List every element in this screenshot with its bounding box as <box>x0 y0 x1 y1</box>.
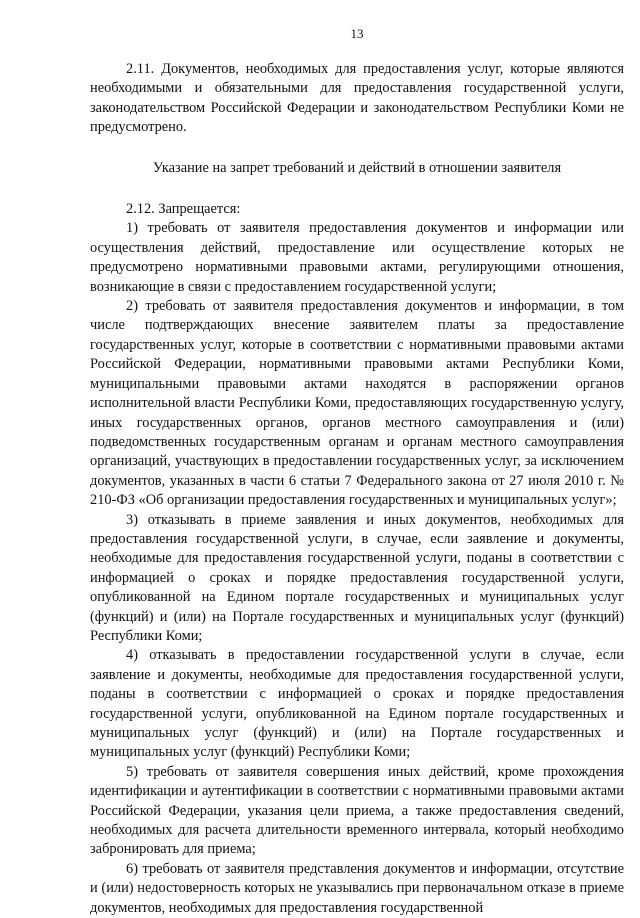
list-item-6: 6) требовать от заявителя представления документов и информации, отсутствие и (или) недостоверность которых не указывались при первоначальном отказе в приеме документов, необходимых для предоставления государственной <box>90 860 624 916</box>
paragraph-2-12: 2.12. Запрещается: <box>126 201 241 218</box>
list-item-4: 4) отказывать в предоставлении государственной услуги в случае, если заявление и документы, необходимые для предоставления государственной услуги, поданы в соответствии с информацией о сроках и порядке предоставления государственной услуги, опубликованной на Едином портале государственных и муниципальных услуг (функций) и (или) на Портале государственных и муниципальных услуг (функций) Республики Коми; <box>90 647 624 761</box>
page-number: 13 <box>350 26 364 41</box>
list-item-5: 5) требовать от заявителя совершения иных действий, кроме прохождения идентификации и аутентификации в соответствии с нормативными правовыми актами Российской Федерации, указания цели приема, а также предоставления сведений, необходимых для расчета длительности временного интервала, который необходимо забронировать для приема; <box>90 763 624 858</box>
list-item-3: 3) отказывать в приеме заявления и иных документов, необходимых для предоставления государственной услуги, в случае, если заявление и документы, необходимые для предоставления государственной услуги, поданы в соответствии с информацией о сроках и порядке предоставления государственной услуги, опубликованной на Едином портале государственных и муниципальных услуг (функций) и (или) на Портале государственных и муниципальных услуг (функций) Республики Коми; <box>90 511 624 644</box>
paragraph-2-11: 2.11. Документов, необходимых для предоставления услуг, которые являются необходимыми и обязательными для предоставления государственной услуги, законодательством Российской Федерации и законодательством Республики Коми не предусмотрено. <box>90 61 624 136</box>
list-item-1: 1) требовать от заявителя предоставления документов и информации или осуществления действий, предоставление или осуществление которых не предусмотрено нормативными правовыми актами, регулирующими отношения, возникающие в связи с предоставлением государственной услуги; <box>90 220 624 295</box>
section-heading: Указание на запрет требований и действий в отношении заявителя <box>152 159 562 176</box>
list-item-2: 2) требовать от заявителя предоставления документов и информации, в том числе подтверждающих внесение заявителем платы за предоставление государственных услуг, которые в соответствии с нормативными правовыми актами Российской Федерации, нормативными правовыми актами Республики Коми, муниципальными правовыми актами находятся в распоряжении органов исполнительной власти Республики Коми, предоставляющих государственную услугу, иных государственных органов, органов местного самоуправления и (или) подведомственных государственным органам и органам местного самоуправления организаций, участвующих в предоставлении государственных услуг, за исключением документов, указанных в части 6 статьи 7 Федерального закона от 27 июля 2010 г. № 210-ФЗ «Об организации предоставления государственных и муниципальных услуг»; <box>90 298 624 509</box>
